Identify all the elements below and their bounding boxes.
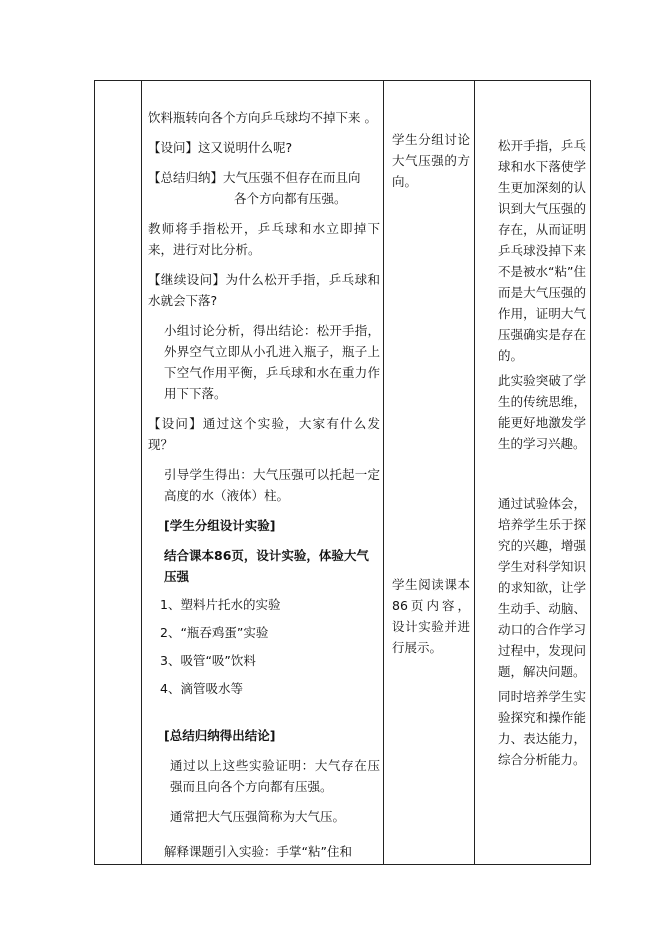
- question-text: 【设问】通过这个实验，大家有什么发现？: [148, 416, 380, 452]
- conclusion-text: 通常把大气压强简称为大气压。: [170, 809, 346, 824]
- list-item: 2、“瓶吞鸡蛋”实验: [160, 625, 269, 640]
- column-divider: [474, 81, 475, 864]
- activity-text: 教师将手指松开，乒乓球和水立即掉下来，进行对比分析。: [148, 221, 380, 257]
- list-item: 4、滴管吸水等: [160, 681, 243, 696]
- summary-text: 【总结归纳】大气压强不但存在而且向: [148, 170, 361, 185]
- task-heading: 结合课本86页，设计实验，体验大气压强: [164, 548, 369, 584]
- stage-cell: [95, 81, 141, 864]
- activity-text: 解释课题引入实验：手掌“粘”住和: [164, 844, 352, 859]
- question-text: 【继续设问】为什么松开手指，乒乓球和水就会下落?: [148, 272, 380, 308]
- question-text: 【设问】这又说明什么呢?: [148, 140, 293, 155]
- experiment-list: [148, 594, 380, 699]
- section-heading: [总结归纳得出结论]: [164, 728, 276, 743]
- list-item: 3、吸管“吸”饮料: [160, 653, 256, 668]
- student-activity-cell: [392, 574, 470, 658]
- intent-text: 同时培养学生实验探究和操作能力、表达能力，综合分析能力。: [498, 689, 586, 767]
- student-activity-text: 学生阅读课本86页内容，设计实验并进行展示。: [392, 577, 470, 655]
- design-intent-cell: [482, 493, 586, 770]
- intent-text: 松开手指，乒乓球和水下落使学生更加深刻的认识到大气压强的存在，从而证明乒乓球没掉下来不是被水“粘”住而是大气压强的作用，证明大气压强确实是存在的。: [498, 138, 586, 363]
- teacher-activity-cell: [148, 107, 380, 862]
- summary-text-cont: 各个方向都有压强。: [234, 191, 347, 206]
- lesson-plan-table: [94, 80, 591, 865]
- column-divider: [141, 81, 142, 864]
- conclusion-text: 通过以上这些实验证明：大气存在压强而且向各个方向都有压强。: [170, 758, 380, 794]
- guidance-text: 引导学生得出：大气压强可以托起一定高度的水（液体）柱。: [164, 467, 380, 503]
- column-divider: [383, 81, 384, 864]
- design-intent-cell: [482, 135, 586, 454]
- list-item: 1、塑料片托水的实验: [160, 597, 281, 612]
- intent-text: 此实验突破了学生的传统思维，能更好地激发学生的学习兴趣。: [498, 373, 586, 451]
- discussion-text: 小组讨论分析，得出结论：松开手指，外界空气立即从小孔进入瓶子，瓶子上下空气作用平衡，乒乓球和水在重力作用下下落。: [164, 323, 380, 401]
- activity-text: 饮料瓶转向各个方向乒乓球均不掉下来 。: [148, 110, 377, 125]
- student-activity-text: 学生分组讨论大气压强的方向。: [392, 132, 470, 189]
- intent-text: 通过试验体会，培养学生乐于探究的兴趣，增强学生对科学知识的求知欲，让学生动手、动脑、动口的合作学习过程中，发现问题，解决问题。: [498, 496, 586, 679]
- student-activity-cell: [392, 129, 470, 192]
- section-heading: [学生分组设计实验]: [164, 518, 276, 533]
